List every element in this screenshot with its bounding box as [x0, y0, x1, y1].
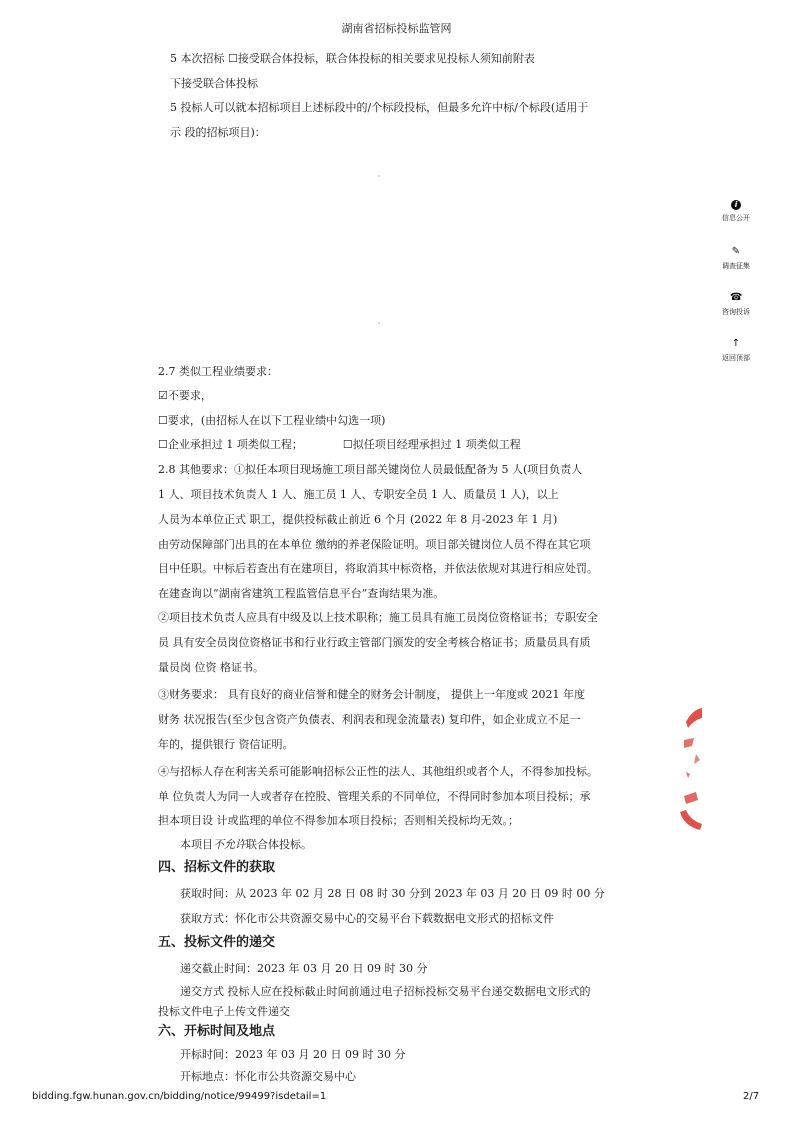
- doc-line: ②项目技术负责人应具有中级及以上技术职称；施工员具有施工员岗位资格证书；专职安全: [158, 611, 598, 624]
- checkbox-options-row: [158, 437, 521, 453]
- sidebar-item-complaint[interactable]: [706, 292, 766, 317]
- doc-line: 5 投标人可以就本招标项目上述标段中的/个标段投标，但最多允许中标/个标段(适用于: [170, 101, 589, 114]
- sidebar-item-info[interactable]: [706, 200, 766, 223]
- section-heading-4: 四、招标文件的获取: [158, 860, 276, 875]
- doc-line: 担本项目设 计或监理的单位不得参加本项目投标；否则相关投标均无效。；: [158, 814, 519, 827]
- doc-line: ④与招标人存在利害关系可能影响招标公正性的法人、其他组织或者个人，不得参加投标。: [158, 765, 598, 778]
- acquisition-method: 获取方式：怀化市公共资源交易中心的交易平台下载数据电文形式的招标文件: [180, 912, 554, 925]
- doc-line: 员 具有安全员岗位资格证书和行业行政主管部门颁发的安全考核合格证书；质量员具有质: [158, 636, 591, 649]
- info-icon: i: [731, 200, 741, 210]
- checkbox-manager: ☐拟任项目经理承担过 1 项类似工程: [342, 438, 521, 451]
- red-seal-stamp: [672, 700, 712, 840]
- doc-line: 年的，提供银行 资信证明。: [158, 738, 294, 751]
- sidebar-item-label: 调查征集: [722, 262, 750, 270]
- doc-line: 目中任职。中标后若查出有在建项目，将取消其中标资格，并依法依规对其进行相应处罚。: [158, 562, 598, 575]
- doc-line: ③财务要求： 具有良好的商业信誉和健全的财务会计制度， 提供上一年度或 2021 年度: [158, 688, 585, 701]
- checkbox-enterprise: ☐企业承担过 1 项类似工程；: [158, 438, 303, 451]
- page-number: 2/7: [743, 1091, 760, 1102]
- joint-bid-suffix: 联合体投标。: [246, 838, 312, 851]
- checkbox-required: ☐要求，(由招标人在以下工程业绩中勾选一项): [158, 414, 386, 427]
- doc-line: 财务 状况报告(至少包含资产负债表、利润表和现金流量表) 复印件，如企业成立不足一: [158, 713, 581, 726]
- sidebar-item-survey[interactable]: [706, 246, 766, 271]
- doc-line: 单 位负责人为同一人或者存在控股、管理关系的不同单位，不得同时参加本项目投标；承: [158, 790, 591, 803]
- arrow-up-icon: ↑: [731, 338, 741, 349]
- sidebar-item-back-to-top[interactable]: [706, 338, 766, 363]
- doc-line: 下接受联合体投标: [170, 77, 258, 90]
- opening-time: 开标时间：2023 年 03 月 20 日 09 时 30 分: [180, 1048, 406, 1061]
- submission-deadline: 递交截止时间：2023 年 03 月 20 日 09 时 30 分: [180, 962, 428, 975]
- doc-line: 1 人、项目技术负责人 1 人、施工员 1 人、专职安全员 1 人、质量员 1 人)，以上: [158, 488, 559, 501]
- doc-line: 量员岗 位资 格证书。: [158, 661, 264, 674]
- submission-method-cont: 投标文件电子上传文件递交: [158, 1005, 290, 1018]
- sidebar-item-label: 信息公开: [722, 214, 750, 222]
- doc-line: 5 本次招标 ☐接受联合体投标，联合体投标的相关要求见投标人须知前附表: [170, 52, 535, 65]
- site-title: 湖南省招标投标监管网: [341, 22, 452, 35]
- sidebar-item-label: 咨询投诉: [722, 308, 750, 316]
- page-url: bidding.fgw.hunan.gov.cn/bidding/notice/99499?isdetail=1: [32, 1091, 327, 1102]
- doc-line: 2.8 其他要求：①拟任本项目现场施工项目部关键岗位人员最低配备为 5 人(项目负责人: [158, 463, 583, 476]
- acquisition-time: 获取时间：从 2023 年 02 月 28 日 08 时 30 分到 2023 年 03 月 20 日 09 时 00 分: [180, 887, 605, 900]
- scan-speck: [378, 322, 380, 324]
- joint-bid-note: [180, 837, 312, 853]
- checkbox-not-required: ☑不要求，: [158, 389, 212, 402]
- doc-line: 在建查询以“湖南省建筑工程监管信息平台”查询结果为准。: [158, 587, 445, 600]
- doc-line: 示 段的招标项目)：: [170, 126, 266, 139]
- section-heading-6: 六、开标时间及地点: [158, 1024, 276, 1039]
- submission-method: 递交方式 投标人应在投标截止时间前通过电子招标投标交易平台递交数据电文形式的: [180, 985, 591, 998]
- section-heading-5: 五、投标文件的递交: [158, 935, 276, 950]
- sidebar-item-label: 返回顶部: [722, 354, 750, 362]
- section-2-7-title: 2.7 类似工程业绩要求：: [158, 365, 278, 378]
- pen-icon: ✎: [731, 246, 741, 257]
- doc-line: 人员为本单位正式 职工，提供投标截止前近 6 个月 (2022 年 8 月-2023 年 1 月): [158, 513, 558, 526]
- doc-line: 由劳动保障部门出具的在本单位 缴纳的养老保险证明。项目部关键岗位人员不得在其它项: [158, 538, 591, 551]
- joint-bid-prefix: 本项目: [180, 838, 213, 851]
- opening-place: 开标地点：怀化市公共资源交易中心: [180, 1070, 356, 1083]
- scan-speck: [378, 175, 380, 177]
- joint-bid-flag: 不允许: [213, 838, 246, 851]
- phone-icon: ☎: [730, 292, 743, 303]
